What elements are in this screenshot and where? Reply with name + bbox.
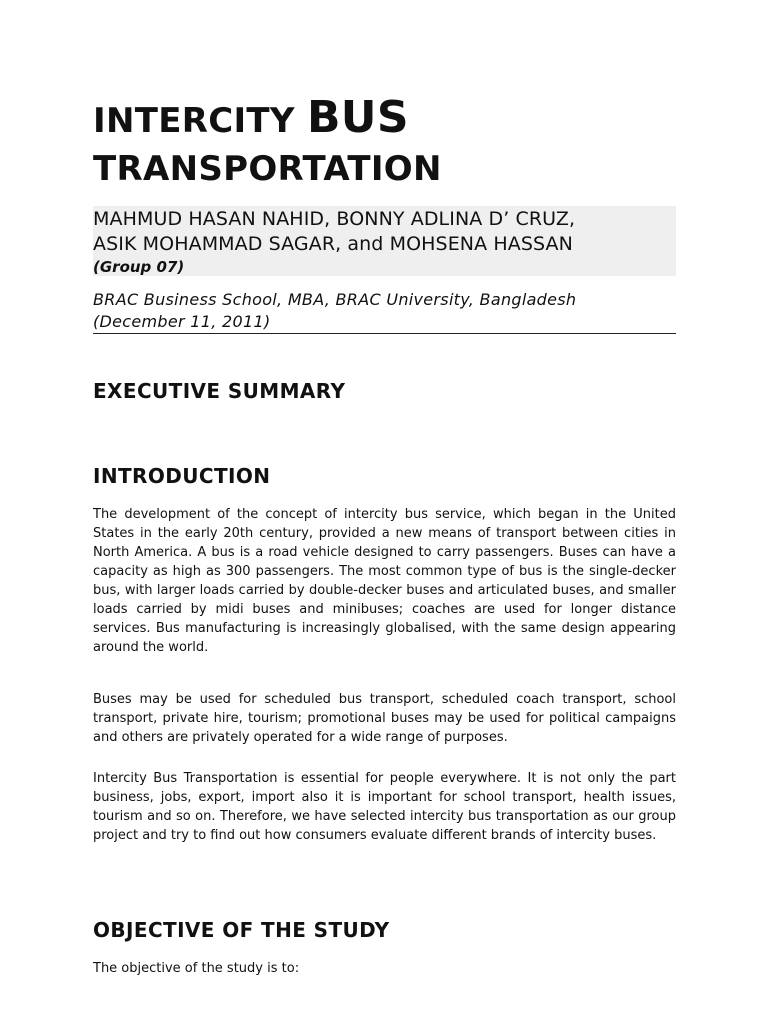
heading-objective-of-the-study: OBJECTIVE OF THE STUDY xyxy=(93,918,390,942)
authors xyxy=(93,207,676,257)
affiliation xyxy=(93,289,676,333)
introduction-paragraph-3: Intercity Bus Transportation is essential for people everywhere. It is not only the part business, jobs, export, import also it is important for school transport, health issues, tourism and so on. Therefore, we have selected intercity bus transportation as our group project and try to find out how consumers evaluate different brands of intercity buses. xyxy=(93,771,676,843)
group-label: (Group 07) xyxy=(93,258,185,276)
objective-paragraph-1: The objective of the study is to: xyxy=(93,961,300,976)
authors-line-1: MAHMUD HASAN NAHID, BONNY ADLINA D’ CRUZ, xyxy=(93,208,576,230)
authors-line-2: ASIK MOHAMMAD SAGAR, and MOHSENA HASSAN xyxy=(93,233,573,255)
heading-introduction: INTRODUCTION xyxy=(93,464,271,488)
affiliation-date: (December 11, 2011) xyxy=(93,312,271,331)
header-divider xyxy=(93,333,676,334)
title-word-bus: BUS xyxy=(306,92,409,143)
title-word-transportation: TRANSPORTATION xyxy=(93,149,442,189)
affiliation-line-1: BRAC Business School, MBA, BRAC University, Bangladesh xyxy=(93,290,577,309)
title-word-intercity: INTERCITY xyxy=(93,101,307,141)
document-title xyxy=(93,94,676,193)
introduction-paragraph-1: The development of the concept of intercity bus service, which began in the United States in the early 20th century, provided a new means of transport between cities in North America. A bus is a road vehicle designed to carry passengers. Buses can have a capacity as high as 300 passengers. The most common type of bus is the single-decker bus, with larger loads carried by double-decker buses and articulated buses, and smaller loads carried by midi buses and minibuses; coaches are used for longer distance services. Bus manufacturing is increasingly globalised, with the same design appearing around the world. xyxy=(93,507,676,655)
introduction-paragraph-2: Buses may be used for scheduled bus transport, scheduled coach transport, school transport, private hire, tourism; promotional buses may be used for political campaigns and others are privately operated for a wide range of purposes. xyxy=(93,692,676,745)
heading-executive-summary: EXECUTIVE SUMMARY xyxy=(93,379,346,403)
